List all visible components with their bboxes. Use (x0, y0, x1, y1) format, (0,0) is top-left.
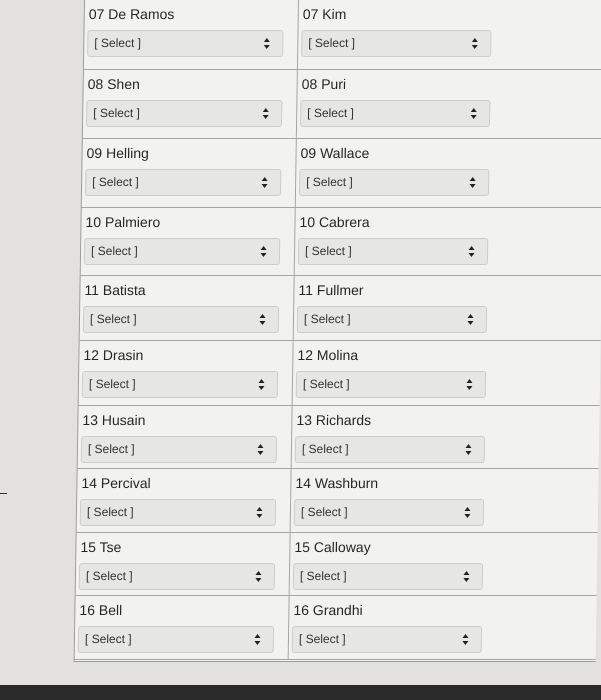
right-cell (291, 469, 597, 532)
match-row (75, 596, 597, 660)
left-cell (80, 276, 295, 340)
left-name-label: 09 Helling (86, 145, 149, 161)
right-name-label: 09 Wallace (300, 145, 370, 161)
select-value: [ Select ] (304, 244, 352, 258)
left-select-dropdown[interactable] (79, 563, 275, 590)
select-value: [ Select ] (299, 569, 347, 583)
left-select-dropdown[interactable] (86, 100, 282, 127)
updown-arrows-icon (470, 107, 477, 120)
right-select-dropdown[interactable] (297, 306, 487, 333)
left-select-dropdown[interactable] (85, 169, 281, 196)
left-cell (75, 596, 290, 659)
left-name-label: 14 Percival (81, 475, 151, 491)
right-select-dropdown[interactable] (294, 499, 484, 526)
select-value: [ Select ] (94, 36, 142, 50)
left-cell (81, 208, 296, 275)
updown-arrows-icon (468, 245, 475, 258)
right-select-dropdown[interactable] (293, 563, 483, 590)
updown-arrows-icon (255, 570, 262, 583)
updown-arrows-icon (464, 506, 471, 519)
left-name-label: 11 Batista (84, 282, 146, 298)
right-name-label: 16 Grandhi (293, 602, 363, 618)
left-select-dropdown[interactable] (84, 238, 280, 265)
right-select-dropdown[interactable] (300, 100, 490, 127)
matching-grid (75, 0, 601, 661)
left-select-dropdown[interactable] (78, 626, 274, 653)
select-value: [ Select ] (308, 36, 356, 50)
left-select-dropdown[interactable] (83, 306, 279, 333)
right-cell (295, 208, 601, 275)
left-select-dropdown[interactable] (80, 499, 276, 526)
select-value: [ Select ] (301, 442, 349, 456)
right-cell (297, 70, 601, 138)
right-cell (293, 341, 599, 405)
updown-arrows-icon (258, 378, 265, 391)
right-cell (292, 406, 598, 468)
right-name-label: 07 Kim (302, 6, 347, 22)
left-name-label: 10 Palmiero (85, 214, 161, 230)
updown-arrows-icon (471, 37, 478, 50)
desk-edge (0, 685, 601, 700)
left-cell (83, 70, 298, 138)
select-value: [ Select ] (93, 106, 141, 120)
select-value: [ Select ] (90, 244, 138, 258)
right-select-dropdown[interactable] (299, 169, 489, 196)
updown-arrows-icon (259, 313, 266, 326)
left-name-label: 16 Bell (79, 602, 123, 618)
right-cell (294, 276, 600, 340)
left-cell (76, 533, 291, 595)
match-row (82, 139, 601, 208)
right-name-label: 13 Richards (296, 412, 372, 428)
left-name-label: 15 Tse (80, 539, 122, 555)
match-row (76, 533, 598, 596)
updown-arrows-icon (463, 570, 470, 583)
select-value: [ Select ] (88, 377, 136, 391)
left-cell (84, 0, 299, 69)
updown-arrows-icon (465, 443, 472, 456)
right-select-dropdown[interactable] (301, 30, 491, 57)
select-value: [ Select ] (302, 377, 350, 391)
right-cell (289, 596, 595, 659)
left-cell (79, 341, 294, 405)
select-value: [ Select ] (306, 175, 353, 189)
left-cell (82, 139, 297, 207)
updown-arrows-icon (257, 443, 264, 456)
right-cell (290, 533, 596, 595)
left-name-label: 07 De Ramos (88, 6, 175, 22)
right-name-label: 08 Puri (301, 76, 347, 92)
right-select-dropdown[interactable] (292, 626, 482, 653)
right-name-label: 11 Fullmer (298, 282, 364, 298)
match-row (83, 70, 601, 139)
left-cell (77, 469, 292, 532)
select-value: [ Select ] (303, 312, 351, 326)
updown-arrows-icon (467, 313, 474, 326)
right-select-dropdown[interactable] (296, 371, 486, 398)
left-cell (78, 406, 293, 468)
right-select-dropdown[interactable] (295, 436, 485, 463)
match-row (81, 208, 601, 276)
left-name-label: 12 Drasin (83, 347, 144, 363)
left-select-dropdown[interactable] (82, 371, 278, 398)
updown-arrows-icon (261, 176, 268, 189)
select-value: [ Select ] (84, 632, 132, 646)
right-name-label: 12 Molina (297, 347, 359, 363)
updown-arrows-icon (469, 176, 476, 189)
updown-arrows-icon (263, 37, 270, 50)
matching-table (74, 0, 601, 662)
select-value: [ Select ] (86, 505, 134, 519)
match-row (84, 0, 601, 70)
updown-arrows-icon (254, 633, 261, 646)
match-row (79, 341, 601, 406)
right-name-label: 15 Calloway (294, 539, 371, 555)
select-value: [ Select ] (87, 442, 135, 456)
right-select-dropdown[interactable] (298, 238, 488, 265)
select-value: [ Select ] (298, 632, 346, 646)
left-name-label: 08 Shen (87, 76, 140, 92)
left-select-dropdown[interactable] (87, 30, 283, 57)
updown-arrows-icon (466, 378, 473, 391)
match-row (78, 406, 600, 469)
match-row (77, 469, 599, 533)
select-value: [ Select ] (300, 505, 348, 519)
select-value: [ Select ] (89, 312, 137, 326)
left-select-dropdown[interactable] (81, 436, 277, 463)
right-name-label: 14 Washburn (295, 475, 379, 491)
right-name-label: 10 Cabrera (299, 214, 370, 230)
right-cell (298, 0, 601, 69)
updown-arrows-icon (256, 506, 263, 519)
updown-arrows-icon (462, 633, 469, 646)
left-name-label: 13 Husain (82, 412, 146, 428)
updown-arrows-icon (260, 245, 267, 258)
right-cell (296, 139, 601, 207)
updown-arrows-icon (262, 107, 269, 120)
select-value: [ Select ] (307, 106, 355, 120)
select-value: [ Select ] (92, 175, 139, 189)
edge-mark (0, 493, 7, 494)
select-value: [ Select ] (85, 569, 133, 583)
match-row (80, 276, 601, 341)
